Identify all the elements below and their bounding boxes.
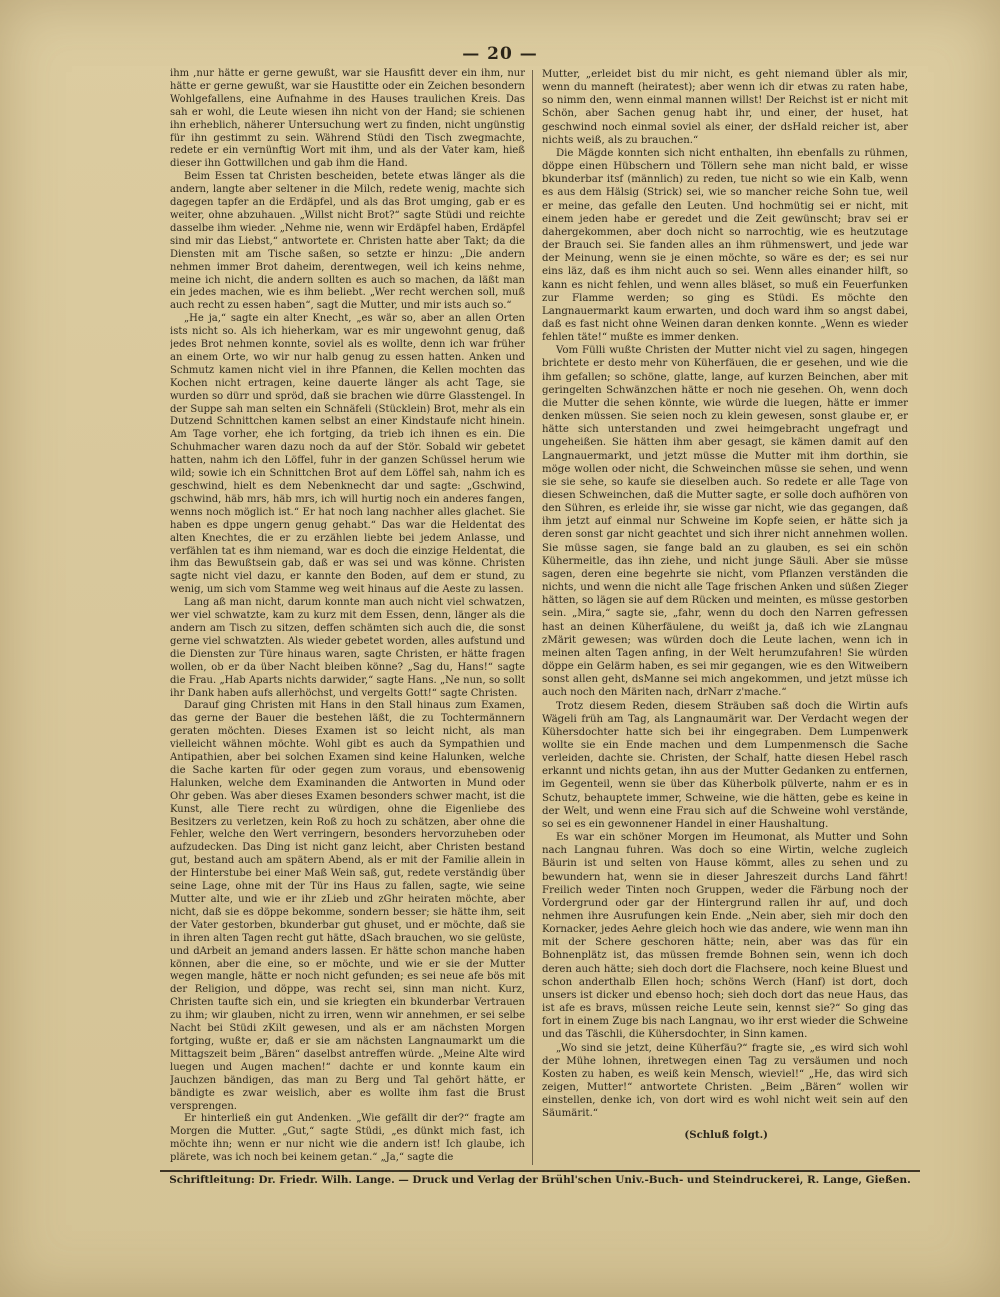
left-column bbox=[170, 68, 525, 1168]
paragraph: Vom Fülli wußte Christen der Mutter nicht viel zu sagen, hingegen brichtete er desto mehr von Küherfäuen, die er gesehen, und wie die ihm gefallen; so schöne, glatte, lange, auf kurzen Beinchen, aber mit geringelten Schwänzchen hätte er noch nie gesehen. Oh, wenn doch die Mutter die sehen könnte, wie würde die luegen, hätte er immer denken müssen. Sie seien noch zu klein gewesen, sonst glaube er, er hätte sich unterstanden und zwei heimgebracht ungefragt und ungeheißen. Sie hätten ihm aber gesagt, sie kämen damit auf den Langnauermarkt, und jetzt müsse die Mutter mit ihm dorthin, sie möge wollen oder nicht, die Schweinchen müsse sie sehen, und wenn sie sie sehe, so kaufe sie dieselben auch. So redete er alle Tage von diesen Schweinchen, daß die Mutter sagte, er solle doch aufhören von den Sühren, es erleide ihr, sie wisse gar nicht, wie das gegangen, daß ihm jetzt auf einmal nur Schweine im Kopfe seien, er hätte sich ja deren sonst gar nicht geachtet und sich ihrer nicht annehmen wollen. Sie müsse sagen, sie fange bald an zu glauben, es sei ein schön Kühermeitle, das ihn ziehe, und nicht junge Säuli. Aber sie müsse sagen, deren eine begehrte sie nicht, vom Pflanzen verständen die nichts, und wenn die nicht alle Tage frischen Anken und süßen Zieger hätten, so lägen sie auf dem Rücken und meinten, es müsse gestorben sein. „Mira,“ sagte sie, „fahr, wenn du doch den Narren gefressen hast an deinen Küherfäulene, du weißt ja, daß ich wie zLangnau zMärit gewesen; was würden doch die Leute lachen, wenn ich in meinen alten Tagen anfing, in der Welt herumzufahren! Sie würden döppe ein Gelärm haben, es sei mir gegangen, wie es den Witweibern sonst allen geht, dsManne sei mich angekommen, und jetzt müsse ich auch noch den Märiten nach, drNarr z'mache.“ bbox=[542, 345, 908, 699]
continued-note: (Schluß folgt.) bbox=[684, 1128, 768, 1141]
paragraph: „He ja,“ sagte ein alter Knecht, „es wär so, aber an allen Orten ists nicht so. Als ich hieherkam, war es mir ungewohnt genug, daß jedes Brot nehmen konnte, soviel als es wollte, denn ich war früher an einem Orte, wo wir nur halb genug zu essen hatten. Anken und Schmutz kamen nicht viel in ihre Pfannen, die Kellen mochten das Kochen nicht ertragen, keine dauerte länger als acht Tage, sie wurden so dürr und spröd, daß sie brachen wie dürre Glasstengel. In der Suppe sah man selten ein Schnäfeli (Stücklein) Brot, mehr als ein Dutzend Schnittchen kamen selbst an einer Kindstaufe nicht hinein. Am Tage vorher, ehe ich fortging, da trieb ich ihnen es ein. Die Schuhmacher waren dazu noch da auf der Stör. Sobald wir gebetet hatten, nahm ich den Löffel, fuhr in der ganzen Schüssel herum wie wild; sowie ich ein Schnittchen Brot auf dem Löffel sah, nahm ich es geschwind, hielt es dem Nebenknecht dar und sagte: „Gschwind, gschwind, häb mrs, häb mrs, ich will hurtig noch ein anderes fangen, wenns noch möglich ist.“ Er hat noch lang nachher alles glachet. Sie haben es dppe ungern genug gehabt.“ Das war die Heldentat des alten Knechtes, die er zu erzählen liebte bei jedem Anlasse, und verfählen tat es ihm niemand, war es doch die einzige Heldentat, die ihm das Bewußtsein gab, daß er was sei und was könne. Christen sagte nicht viel dazu, er kannte den Boden, auf dem er stund, zu wenig, um sich vom Stamme weg weit hinaus auf die Aeste zu lassen. bbox=[170, 313, 525, 596]
page-number: — 20 — bbox=[462, 44, 538, 64]
paragraph: Die Mägde konnten sich nicht enthalten, ihn ebenfalls zu rühmen, döppe einen Hübschern und Töllern sehe man nicht bald, er wisse bkunderbar itsf (männlich) zu reden, tue nicht so wie ein Kalb, wenn es aus dem Hälsig (Strick) sei, wie so mancher reiche Sohn tue, weil er meine, das gefalle den Leuten. Und hochmütig sei er nicht, mit einem jeden habe er geredet und die Zeit gewünscht; brav sei er dahergekommen, aber doch nicht so narrochtig, wie es heutzutage der Brauch sei. Sie fanden alles an ihm rühmenswert, und jede war der Meinung, wenn sie je einen möchte, so wäre es der; es sei nur eins läz, daß es ihm nicht auch so sei. Wenn alles einander hilft, so kann es nicht fehlen, und wenn alles bläset, so muß ein Feuerfunken zur Flamme werden; so ging es Stüdi. Es möchte den Langnauermarkt kaum erwarten, und doch ward ihm so angst dabei, daß es fast nicht ohne Weinen daran denken konnte. „Wenn es wieder fehlen täte!“ mußte es immer denken. bbox=[542, 147, 908, 344]
paragraph: ihm ,nur hätte er gerne gewußt, war sie Hausfitt dever ein ihm, nur hätte er gerne gewußt, war sie Haustitte oder ein Zeichen besondern Wohlgefallens, eine Aufnahme in des Hauses traulichen Kreis. Das sah er wohl, die Leute wiesen ihn nicht von der Hand; sie schienen ihn erheblich, näherer Untersuchung wert zu finden, nicht ungünstig für ihn gestimmt zu sein. Während Stüdi den Tisch zwegmachte, redete er ein vernünftig Wort mit ihm, und als der Vater kam, hieß dieser ihn Gottwillchen und gab ihm die Hand. bbox=[170, 68, 525, 170]
paragraph: „Wo sind sie jetzt, deine Küherfäu?“ fragte sie, „es wird sich wohl der Mühe lohnen, ihretwegen einen Tag zu versäumen und noch Kosten zu haben, es weiß kein Mensch, wieviel!“ „He, das wird sich zeigen, Mutter!“ antwortete Christen. „Beim „Bären“ wollen wir einstellen, denke ich, von dort wird es wohl nicht weit sein auf den Säumärit.“ bbox=[542, 1042, 908, 1120]
paragraph: Lang aß man nicht, darum konnte man auch nicht viel schwatzen, wer viel schwatzte, kam zu kurz mit dem Essen, denn, länger als die andern am Tisch zu sitzen, deffen schämten sich auch die, die sonst gerne viel schwatzten. Als wieder gebetet worden, alles aufstund und die Diensten zur Türe hinaus waren, sagte Christen, er hätte fragen wollen, ob er da über Nacht bleiben könne? „Sag du, Hans!“ sagte die Frau. „Hab Aparts nichts darwider,“ sagte Hans. „Ne nun, so sollt ihr Dank haben aufs allerhöchst, und vergelts Gott!“ sagte Christen. bbox=[170, 597, 525, 699]
footer-rule bbox=[160, 1170, 920, 1172]
paragraph: Es war ein schöner Morgen im Heumonat, als Mutter und Sohn nach Langnau fuhren. Was doch so eine Wirtin, welche zugleich Bäurin ist und selten von Hause kömmt, alles zu sehen und zu bewundern hat, wenn sie in dieser Jahreszeit durchs Land fährt! Freilich weder Tinten noch Gruppen, weder die Färbung noch der Vordergrund oder gar der Hintergrund rallen ihr auf, und doch nehmen ihre Ausrufungen kein Ende. „Nein aber, sieh mir doch den Kornacker, jedes Aehre gleich hoch wie das andere, wie wenn man ihn mit der Schere geschoren hätte; nein, aber was das für ein Bohnenplätz ist, das müssen fremde Bohnen sein, wenn ich doch deren auch hätte; sieh doch dort die Flachsere, noch keine Bluest und schon anderthalb Ellen hoch; schöns Werch (Hanf) ist dort, doch unsers ist dicker und ebenso hoch; sieh doch dort das neue Haus, das ist afe es bravs, müssen reiche Leute sein, kennst sie?“ So ging das fort in einem Zuge bis nach Langnau, wo ihr erst wieder die Schweine und das Täschli, die Kühersdochter, in Sinn kamen. bbox=[542, 832, 908, 1041]
right-column bbox=[542, 68, 908, 1148]
column-divider bbox=[532, 70, 533, 1165]
paragraph: Darauf ging Christen mit Hans in den Stall hinaus zum Examen, das gerne der Bauer die bestehen läßt, die zu Tochtermännern geraten möchten. Dieses Examen ist so leicht nicht, als man vielleicht wähnen möchte. Wohl gibt es auch da Sympathien und Antipathien, aber bei solchen Examen sind keine Halunken, welche die Sache karten für oder gegen zum voraus, und ebensowenig Halunken, welche dem Examinanden die Antworten in Mund oder Ohr geben. Was aber dieses Examen besonders schwer macht, ist die Kunst, alle Tiere recht zu würdigen, ohne die Eigenliebe des Besitzers zu verletzen, kein Roß zu hoch zu schätzen, aber ohne die Fehler, welche den Wert verringern, besonders hervorzuheben oder aufzudecken. Das Ding ist nicht ganz leicht, aber Christen bestand gut, bestand auch am spätern Abend, als er mit der Familie allein in der Hinterstube bei einer Maß Wein saß, gut, redete verständig über seine Lage, ohne mit der Tür ins Haus zu fallen, sagte, wie seine Mutter alte, und wie er ihr zLieb und zGhr heiraten möchte, aber nicht, daß sie es döppe bekomme, sondern besser; sie hätte ihm, seit der Vater gestorben, bkunderbar gut ghuset, und er möchte, daß sie in ihren alten Tagen recht gut hätte, dSach brauchen, wo sie gelüste, und dArbeit an jemand anders lassen. Er hätte schon manche haben können, aber die eine, so er möchte, und wie er sie der Mutter wegen mangle, hätte er noch nicht gefunden; es sei neue afe bös mit der Religion, und döppe, was recht sei, sinn man nicht. Kurz, Christen taufte sich ein, und sie kriegten ein bkunderbar Vertrauen zu ihm; wir glauben, nicht zu irren, wenn wir annehmen, er sei selbe Nacht bei Stüdi zKilt gewesen, und als er am nächsten Morgen fortging, wußte er, daß er sie am nächsten Langnaumarkt um die Mittagszeit beim „Bären“ daselbst antreffen würde. „Meine Alte wird luegen und Augen machen!“ dachte er und konnte kaum ein Jauchzen bändigen, das man zu Berg und Tal gehört hätte, er bändigte es zwar weislich, aber es wollte ihm fast die Brust versprengen. bbox=[170, 700, 525, 1112]
imprint-footer: Schriftleitung: Dr. Friedr. Wilh. Lange. — Druck und Verlag der Brühl'schen Univ.-Buch- und Steindruckerei, R. Lange, Gießen. bbox=[169, 1174, 911, 1186]
paragraph: Er hinterließ ein gut Andenken. „Wie gefällt dir der?“ fragte am Morgen die Mutter. „Gut,“ sagte Stüdi, „es dünkt mich fast, ich möchte ihn; wenn er nur nicht wie die andern ist! Ich glaube, ich plärete, was ich noch bei keinem getan.“ „Ja,“ sagte die bbox=[170, 1113, 525, 1164]
paragraph: Beim Essen tat Christen bescheiden, betete etwas länger als die andern, langte aber seltener in die Milch, redete wenig, machte sich dagegen tapfer an die Erdäpfel, und als das Brot umging, gab er es weiter, ohne abzuhauen. „Willst nicht Brot?“ sagte Stüdi und reichte dasselbe ihm wieder. „Nehme nie, wenn wir Erdäpfel haben, Erdäpfel sind mir das Liebst,“ antwortete er. Christen hatte aber Takt; da die Diensten mit am Tische saßen, so setzte er hinzu: „Die andern nehmen immer Brot daheim, derentwegen, weil ich keins nehme, meine ich nicht, die andern sollten es auch so machen, da läßt man ein jedes machen, wie es ihm beliebt. „Wer recht werchen soll, muß auch recht zu essen haben“, sagt die Mutter, und mir ists auch so.“ bbox=[170, 171, 525, 312]
paragraph: Mutter, „erleidet bist du mir nicht, es geht niemand übler als mir, wenn du manneft (heiratest); aber wenn ich dir etwas zu raten habe, so nimm den, wenn einmal mannen willst! Der Reichst ist er nicht mit Schön, aber Sachen genug habt ihr, und einer, der huset, hat geschwind noch einmal soviel als einer, der dsHald reicher ist, aber nichts weiß, als zu brauchen.“ bbox=[542, 69, 908, 146]
paragraph: Trotz diesem Reden, diesem Sträuben saß doch die Wirtin aufs Wägeli früh am Tag, als Langnaumärit war. Der Verdacht wegen der Kühersdochter hatte sich bei ihr eingegraben. Dem Lumpenwerk wollte sie ein Ende machen und dem Lumpenmensch die Sache verleiden, dachte sie. Christen, der Schalf, hatte diesen Hebel rasch erkannt und nichts getan, ihn aus der Mutter Gedanken zu entfernen, im Gegenteil, wenn sie über das Küherbolk pülverte, nahm er es in Schutz, behauptete immer, Schweine, wie die hätten, gebe es keine in der Welt, und wenn eine Frau sich auf die Schweine wohl verstände, so sei es ein gewonnener Handel in einer Haushaltung. bbox=[542, 700, 908, 830]
